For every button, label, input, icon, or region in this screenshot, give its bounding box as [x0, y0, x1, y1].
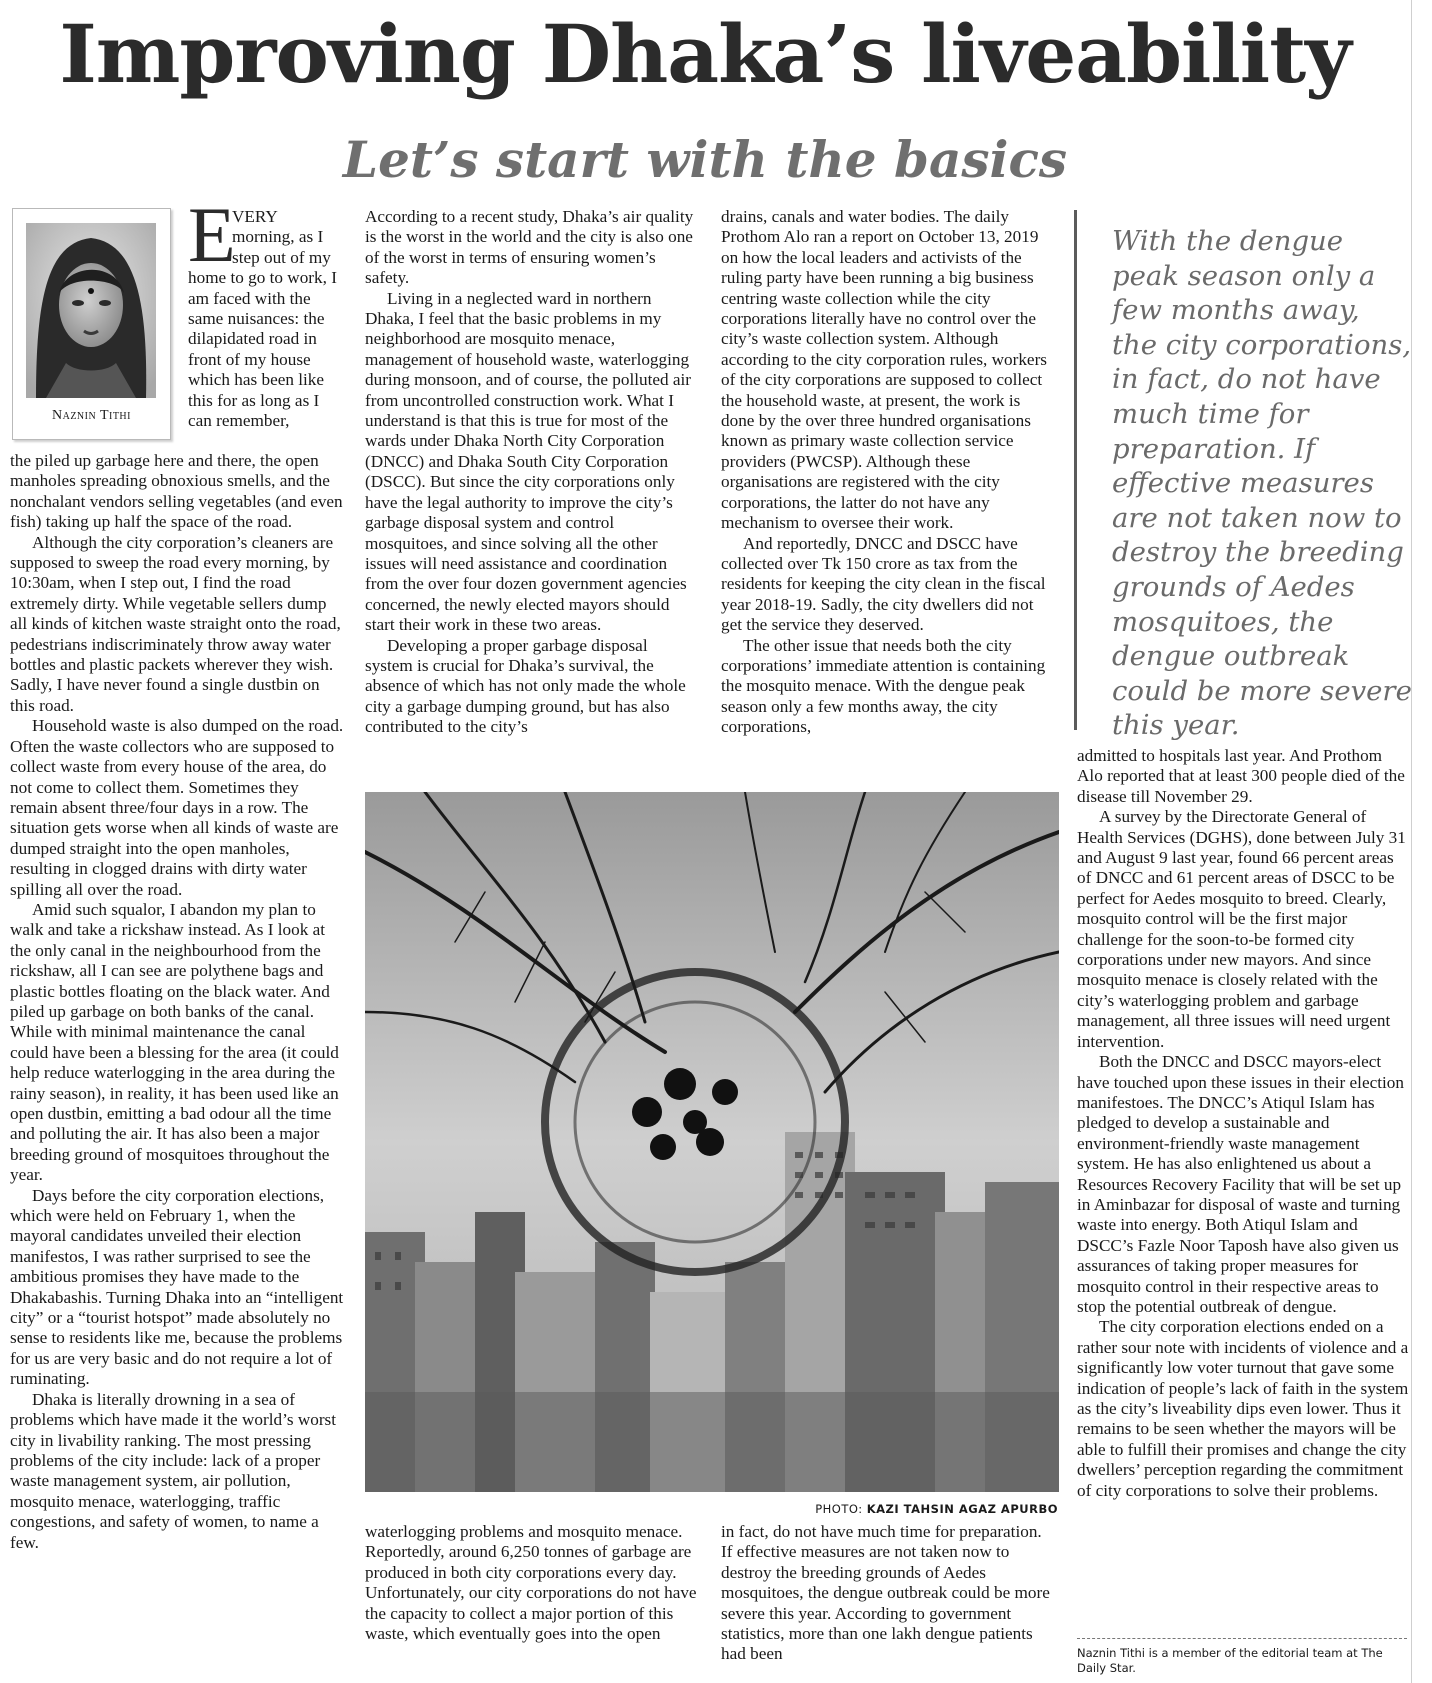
- headline: Improving Dhaka’s liveability: [59, 7, 1351, 101]
- paragraph: Amid such squalor, I abandon my plan to walk and take a rickshaw instead. As I look at the only canal in the neighbourhood from the rickshaw, all I can see are polythene bags and plastic bottles floating on the black water. And piled up garbage on both banks of the canal. While with minimal maintenance the canal could have been a blessing for the area (it could help reduce waterlogging in the area during the rainy season), in reality, it has been used like an open dustbin, emitting a bad odour all the time and polluting the air. It has also been a major breeding ground of mosquitoes throughout the year.: [10, 899, 339, 1185]
- paragraph: According to a recent study, Dhaka’s air quality is the worst in the world and the city is also one of the worst in terms of ensuring women’s safety.: [365, 207, 694, 288]
- paragraph: Both the DNCC and DSCC mayors-elect have touched upon these issues in their election manifestoes. The DNCC’s Atiqul Islam has pledged to develop a sustainable and environment-friendly waste management system. He has also enlightened us about a Resources Recovery Facility that will be set up in Aminbazar for disposal of waste and turning waste into energy. Both Atiqul Islam and DSCC’s Fazle Noor Taposh have also given us assurances of taking proper measures for mosquito control in their respective areas to stop the potential outbreak of dengue.: [1077, 1052, 1404, 1316]
- paragraph: the piled up garbage here and there, the open manholes spreading obnoxious smells, and the nonchalant vendors selling vegetables (and even fish) taking up half the space of the road.: [10, 451, 343, 532]
- drop-cap: E: [188, 191, 236, 278]
- paragraph: drains, canals and water bodies. The daily Prothom Alo ran a report on October 13, 2019 on how the local leaders and activists of the ruling party have been running a big business centring waste collection while the city corporations literally have no control over the city’s waste collection system. Although according to the city corporation rules, workers of the city corporations are supposed to collect the household waste, at present, the work is done by the over three hundred organisations known as primary waste collection service providers (PWCSP). Although these organisations are registered with the city corporations, the latter do not have any mechanism to oversee their work.: [721, 207, 1047, 533]
- photo-credit-prefix: PHOTO:: [815, 1502, 863, 1516]
- author-portrait: [26, 223, 156, 398]
- photo-credit: [790, 1502, 1058, 1516]
- paragraph: in fact, do not have much time for preparation. If effective measures are not taken now to destroy the breeding grounds of Aedes mosquitoes, the dengue outbreak could be more severe this year. According to government statistics, more than one lakh dengue patients had been: [721, 1522, 1050, 1664]
- photo-credit-name: KAZI TAHSIN AGAZ APURBO: [866, 1502, 1058, 1516]
- paragraph: Living in a neglected ward in northern Dhaka, I feel that the basic problems in my neighborhood are mosquito menace, management of household waste, waterlogging during monsoon, and of course, the polluted air from uncontrolled construction work. What I understand is that this is true for most of the wards under Dhaka North City Corporation (DNCC) and Dhaka South City Corporation (DSCC). But since the city corporations only have the legal authority to improve the city’s garbage disposal system and control mosquitoes, and since solving all the other issues will need assistance and coordination from the over four dozen government agencies concerned, the newly elected mayors should start their work in these two areas.: [365, 288, 692, 635]
- author-name: Naznin Tithi: [51, 408, 131, 423]
- paragraph: And reportedly, DNCC and DSCC have collected over Tk 150 crore as tax from the residents for keeping the city clean in the fiscal year 2018-19. Sadly, the city dwellers did not get the service they deserved.: [721, 533, 1046, 635]
- pull-quote: With the dengue peak season only a few months away, the city corporations, in fact, do not have much time for preparation. If effective measures are not taken now to destroy the breeding grounds of Aedes mosquitoes, the dengue outbreak could be more severe this year.: [1112, 225, 1412, 742]
- paragraph: Dhaka is literally drowning in a sea of problems which have made it the world’s worst city in livability ranking. The most pressing problems of the city include: lack of a proper waste management system, air pollution, mosquito menace, waterlogging, traffic congestions, and safety of women, to name a few.: [10, 1389, 337, 1552]
- author-footnote: Naznin Tithi is a member of the editorial team at The Daily Star.: [1077, 1646, 1383, 1675]
- paragraph: The city corporation elections ended on a rather sour note with incidents of violence and a significantly low voter turnout that gave some indication of people’s lack of faith in the system as the city’s liveability dips even lower. Thus it remains to be seen whether the mayors will be able to fulfill their promises and change the city dwellers’ perception regarding the commitment of city corporations to solve their problems.: [1077, 1317, 1409, 1500]
- paragraph: Developing a proper garbage disposal system is crucial for Dhaka’s survival, the absence of which has not only made the whole city a garbage dumping ground, but has also contributed to the city’s: [365, 635, 686, 737]
- column-2-top: [365, 207, 699, 779]
- pull-quote-bar: [1074, 210, 1077, 730]
- column-3-bottom: [721, 1522, 1055, 1680]
- paragraph: Household waste is also dumped on the road. Often the waste collectors who are supposed to collect waste from every house of the area, do not come to collect them. Sometimes they remain absent three/four days in a row. The situation gets worse when all kinds of waste are dumped straight into the open manholes, resulting in clogged drains with dirty water spilling all over the road.: [10, 716, 344, 899]
- article-photo: [365, 792, 1059, 1492]
- paragraph: Days before the city corporation elections, which were held on February 1, when the mayoral candidates unveiled their election manifestos, I was rather surprised to see the ambitious promises they have made to the Dhakabashis. Turning Dhaka into an “intelligent city” or a “tourist hotspot” made absolutely no sense to residents like me, because the problems for us are very basic and do not require a lot of ruminating.: [10, 1185, 344, 1389]
- paragraph: A survey by the Directorate General of Health Services (DGHS), done between July 31 and August 9 last year, found 66 percent areas of DNCC and 61 percent areas of DSCC to be perfect for Aedes mosquito to breed. Clearly, mosquito control will be the first major challenge for the soon-to-be formed city corporations under new mayors. And since mosquito menace is closely related with the city’s waterlogging problem and garbage management, all three issues will need urgent intervention.: [1077, 807, 1406, 1051]
- paragraph: Although the city corporation’s cleaners are supposed to sweep the road every morning, by 10:30am, when I step out, I find the road extremely dirty. While vegetable sellers dump all kinds of kitchen waste straight onto the road, pedestrians indiscriminately throw away water bottles and plastic packets wherever they wish. Sadly, I have never found a single dustbin on this road.: [10, 532, 341, 715]
- paragraph: The other issue that needs both the city corporations’ immediate attention is containing the mosquito menace. With the dengue peak season only a few months away, the city corporations,: [721, 635, 1046, 737]
- intro-text: [188, 207, 344, 431]
- column-1: [10, 451, 344, 1681]
- column-4: [1077, 746, 1409, 1636]
- subheadline: Let’s start with the basics: [342, 130, 1068, 189]
- intro-paragraph: VERY morning, as I step out of my home to go to work, I am faced with the same nuisances: the dilapidated road in front of my house which has been like this for as long as I can remember,: [188, 207, 337, 431]
- column-3-top: [721, 207, 1055, 779]
- footnote-divider: [1077, 1638, 1407, 1639]
- paragraph: admitted to hospitals last year. And Prothom Alo reported that at least 300 people died of the disease till November 29.: [1077, 746, 1405, 806]
- author-photo-box: [12, 208, 171, 440]
- column-2-bottom: [365, 1522, 699, 1680]
- paragraph: waterlogging problems and mosquito menace. Reportedly, around 6,250 tonnes of garbage are produced in both city corporations every day. Unfortunately, our city corporations do not have the capacity to collect a major portion of this waste, which eventually goes into the open: [365, 1522, 697, 1644]
